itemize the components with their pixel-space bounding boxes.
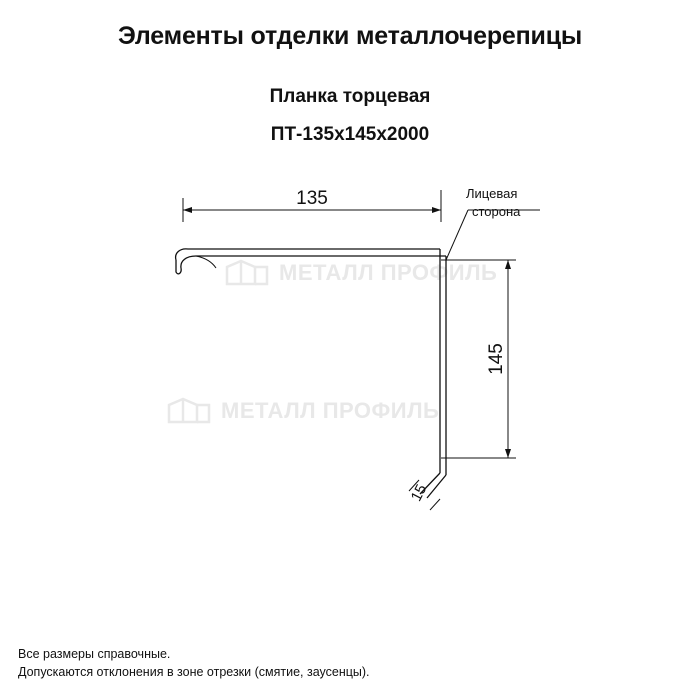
footer-line-2: Допускаются отклонения в зоне отрезки (смятие, заусенцы). [18,665,370,680]
footer-note [18,645,370,683]
footer-line-1: Все размеры справочные. [18,646,171,661]
watermark-label: МЕТАЛЛ ПРОФИЛЬ [221,398,440,423]
dimension-height-label: 145 [486,343,507,375]
product-code: ПТ-135х145х2000 [270,124,430,145]
callout-label-line2: сторона [472,204,521,219]
product-name: Планка торцевая [269,86,431,107]
dimension-width-label: 135 [296,188,328,209]
dimension-small-label: 15 [407,481,431,505]
callout-label-line1: Лицевая [466,186,518,201]
technical-drawing [0,150,700,570]
page-title: Элементы отделки металлочерепицы [117,22,583,50]
profile-outline [176,249,446,498]
watermark-label: МЕТАЛЛ ПРОФИЛЬ [279,260,498,285]
